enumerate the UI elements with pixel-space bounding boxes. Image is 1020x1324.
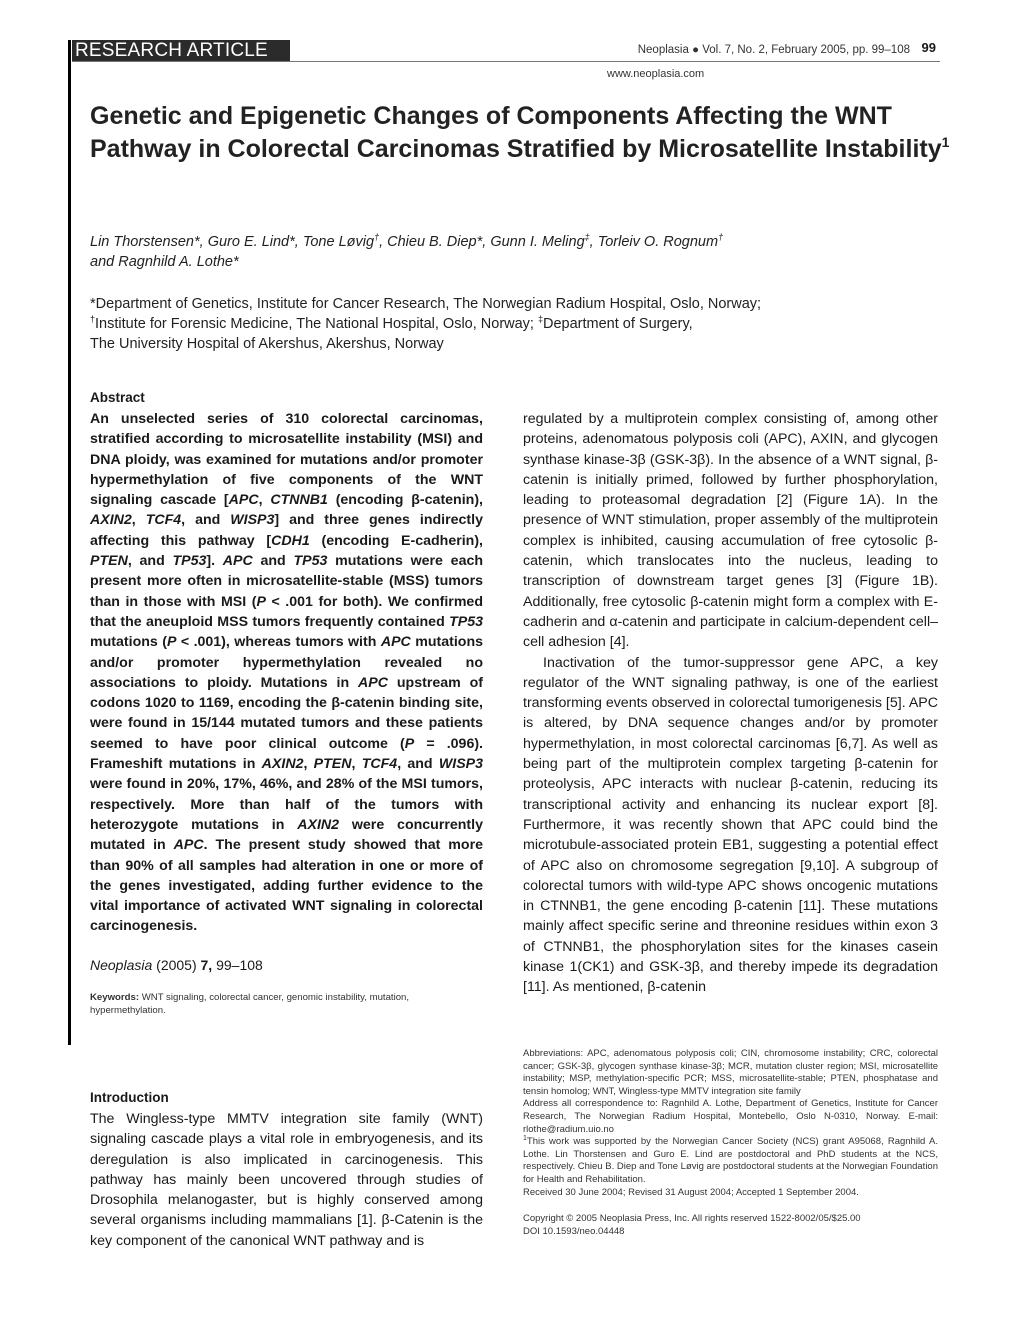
abstract-text: were found in 20%, 17%, 46%, and 28% of the MSI tumors, respectively. More than half of the tumors with heterozygote mutations in [90,776,483,833]
doi-line[interactable]: DOI 10.1593/neo.04448 [523,1225,625,1237]
funding-text: This work was supported by the Norwegian Cancer Society (NCS) grant A95068, Ragnhild A. Lothe. Lin Thorstensen and Guro E. Lind are postdoctoral and PhD students at the NCS, respectively. Chieu B. Diep and Tone Løvig are postdoctoral students at the Norwegian Foundation for Health and Rehabilitation. [523,1136,938,1185]
citation-year: (2005) [152,957,201,973]
body-paragraph: Inactivation of the tumor-suppressor gene APC, a key regulator of the WNT signaling pathway, is one of the earliest transforming events observed in colorectal tumorigenesis [5]. APC is altered, by DNA sequence changes and/or by promoter hypermethylation, in most colorectal carcinomas [6,7]. As well as being part of the multiprotein complex targeting β-catenin for proteolysis, APC interacts with nuclear β-catenin, reducing its transcriptional activity and enhancing its nuclear export [8]. Furthermore, it was recently shown that APC could bind the microtubule-associated protein EB1, suggesting a potential effect of APC also on chromosome segregation [9,10]. A subgroup of colorectal tumors with wild-type APC shows oncogenic mutations in CTNNB1, the gene encoding β-catenin [11]. These mutations mainly affect specific serine and threonine residues within exon 3 of CTNNB1, the phosphorylation sites for the kinases casein kinase 1(CK1) and GSK-3β, and thereby impede its degradation [11]. As mentioned, β-catenin [523,654,938,996]
author-mark: * [193,234,200,250]
gene-name: TP53 [449,613,483,630]
abstract-text: , [131,512,146,529]
author-mark: * [289,234,295,250]
author-mark: * [476,234,483,250]
affiliation-text: Department of Genetics, Institute for Cancer Research, The Norwegian Radium Hospital, Oslo, Norway; [95,296,762,312]
abstract-text: ] and three genes indirectly affecting this pathway [ [90,512,483,549]
keywords-label: Keywords: [90,992,140,1003]
abstract-text: , [351,756,362,773]
gene-name: APC [173,837,204,854]
author-mark: * [232,254,239,270]
abstract-text: upstream of codons 1020 to 1169, encoding the β-catenin binding site, were found in 15/144 mutated tumors and these patients seemed to have poor clinical outcome ( [90,674,484,752]
abstract-text: mutations ( [90,634,167,651]
copyright-line: Copyright © 2005 Neoplasia Press, Inc. All rights reserved 1522-8002/05/$25.00 [523,1213,861,1225]
article-title-text: Genetic and Epigenetic Changes of Components Affecting the WNT Pathway in Colorectal Carcinomas Stratified by Microsatellite Instability [90,102,942,163]
gene-name: TCF4 [361,756,398,773]
author-name: Torleiv O. Rognum [597,234,719,250]
gene-name: WISP3 [438,756,484,773]
stat-symbol: P [404,735,415,752]
citation-journal: Neoplasia [90,957,153,973]
funding-mark: 1 [523,1135,527,1143]
footnotes [523,1048,938,1238]
journal-reference: Neoplasia ● Vol. 7, No. 2, February 2005, pp. 99–108 [637,44,910,56]
header-rule [72,61,940,62]
affiliation-text: The University Hospital of Akershus, Akershus, Norway [90,336,444,352]
citation-pages: 99–108 [212,957,263,973]
gene-name: AXIN2 [261,756,304,773]
abstract-text: , and [181,512,231,529]
abstract-text: were concurrently mutated in [90,816,483,854]
abstract-text: = .096). Frameshift mutations in [90,735,483,773]
gene-name: TP53 [172,553,207,570]
article-title [90,100,950,166]
page-number: 99 [921,40,936,55]
title-footnote-mark[interactable]: 1 [941,134,950,150]
gene-name: APC [222,553,253,570]
stat-symbol: P [256,593,266,610]
abstract-text: and [252,553,294,570]
author-name: Gunn I. Meling [490,234,585,250]
right-column-body [523,409,938,998]
author-name: Guro E. Lind [207,234,290,250]
body-paragraph: regulated by a multiprotein complex consisting of, among other proteins, adenomatous polyposis coli (APC), AXIN, and glycogen synthase kinase-3β (GSK-3β). In the absence of a WNT signal, β-catenin is initially primed, followed by further phosphorylation, leading to proteasomal degradation [2] (Figure 1A). In the presence of WNT stimulation, proper assembly of the multiprotein complex is inhibited, causing accumulation of free cytosolic β-catenin, which translocates into the nucleus, leading to transcription of downstream target genes [3] (Figure 1B). Additionally, free cytosolic β-catenin might form a complex with E-cadherin and α-catenin and participate in calcium-dependent cell–cell adhesion [4]. [523,411,938,651]
abstract-citation [90,957,263,973]
gene-name: AXIN2 [297,816,340,833]
keywords-text: WNT signaling, colorectal cancer, genomic instability, mutation, hypermethylation. [90,992,410,1016]
abstract-text: < .001), whereas tumors with [176,634,381,651]
citation-volume: 7, [200,957,213,973]
gene-name: TP53 [293,553,328,570]
abstract-text: ]. [206,553,223,570]
gene-name: AXIN2 [90,512,132,529]
author-name: Lin Thorstensen [90,234,194,250]
gene-name: TCF4 [145,512,182,529]
abstract-text: An unselected series of 310 colorectal carcinomas, stratified according to microsatellite instability (MSI) and DNA ploidy, was examined for mutations and/or promoter hypermethylation of five components of the WNT signaling cascade [ [90,411,483,509]
abstract-text: mutations and/or promoter hypermethylation revealed no associations to ploidy. Mutations in [90,634,484,691]
gene-name: CTNNB1 [270,492,328,509]
gene-name: WISP3 [230,512,275,529]
abstract-text: mutations were each present more often in microsatellite-stable (MSS) tumors than in those with MSI ( [90,553,484,610]
affiliation-mark: ‡ [538,314,544,324]
abstract-text: , [303,756,314,773]
margin-bar [68,40,71,1045]
affiliation-text: Department of Surgery, [543,316,693,332]
keywords [90,991,483,1017]
gene-name: APC [228,492,259,509]
correspondence-footnote: Address all correspondence to: Ragnhild A. Lothe, Department of Genetics, Institute for Cancer Research, The Norwegian Radium Hospital, Montebello, Oslo N-0310, Norway. E-mail: rlothe@radium.uio.no [523,1098,938,1135]
section-label: RESEARCH ARTICLE [72,40,290,62]
gene-name: APC [380,634,411,651]
gene-name: APC [358,674,388,691]
abstract-text: (encoding E-cadherin), [309,532,484,549]
received-dates: Received 30 June 2004; Revised 31 August 2004; Accepted 1 September 2004. [523,1186,859,1198]
gene-name: PTEN [90,553,128,570]
gene-name: CDH1 [271,532,310,549]
journal-url-link[interactable]: www.neoplasia.com [607,68,705,80]
abstract-text: . The present study showed that more than 90% of all samples had alteration in one or more of the genes investigated, adding further evidence to the vital importance of activated WNT signaling in colorectal carcinogenesis. [90,837,483,935]
introduction-body: The Wingless-type MMTV integration site family (WNT) signaling cascade plays a vital role in embryogenesis, and its deregulation is also implicated in carcinogenesis. This pathway has mainly been uncovered through studies of Drosophila melanogaster, but is highly conserved among several organisms including mammalians [1]. β-Catenin is the key component of the canonical WNT pathway and is [90,1111,483,1249]
author-name: Ragnhild A. Lothe [118,254,233,270]
author-name: Tone Løvig [302,234,375,250]
affiliation-mark: * [90,296,96,312]
abstract-text: , and [397,756,439,773]
introduction-heading: Introduction [90,1090,169,1105]
affiliation-mark: † [90,314,96,324]
abstract-heading: Abstract [90,390,145,405]
abbreviations-footnote: Abbreviations: APC, adenomatous polyposis coli; CIN, chromosome instability; CRC, colorectal cancer; GSK-3β, glycogen synthase kinase-3β; MCR, mutation cluster region; MSI, microsatellite instability; MSP, methylation-specific PCR; MSS, microsatellite-stable; PTEN, phosphatase and tensin homolog; WNT, Wingless-type MMTV integration site family [523,1048,938,1097]
abstract-text: (encoding β-catenin), [327,492,483,509]
author-mark: ‡ [584,232,590,242]
stat-symbol: P [166,634,177,651]
author-name: Chieu B. Diep [387,234,477,250]
author-mark: † [718,232,724,242]
affiliations [90,294,940,354]
abstract-text: , and [127,553,173,570]
author-mark: † [374,232,380,242]
author-list: Lin Thorstensen*, Guro E. Lind*, Tone Løvig†, Chieu B. Diep*, Gunn I. Meling‡, Torleiv O. Rognum† and Ragnhild A. Lothe* [90,232,724,270]
abstract-body [90,409,483,937]
funding-footnote [523,1136,938,1186]
gene-name: PTEN [313,756,352,773]
abstract-text: , [258,492,271,509]
abstract-text: < .001 for both). We confirmed that the aneuploid MSS tumors frequently contained [90,593,483,630]
affiliation-text: Institute for Forensic Medicine, The National Hospital, Oslo, Norway; [95,316,534,332]
